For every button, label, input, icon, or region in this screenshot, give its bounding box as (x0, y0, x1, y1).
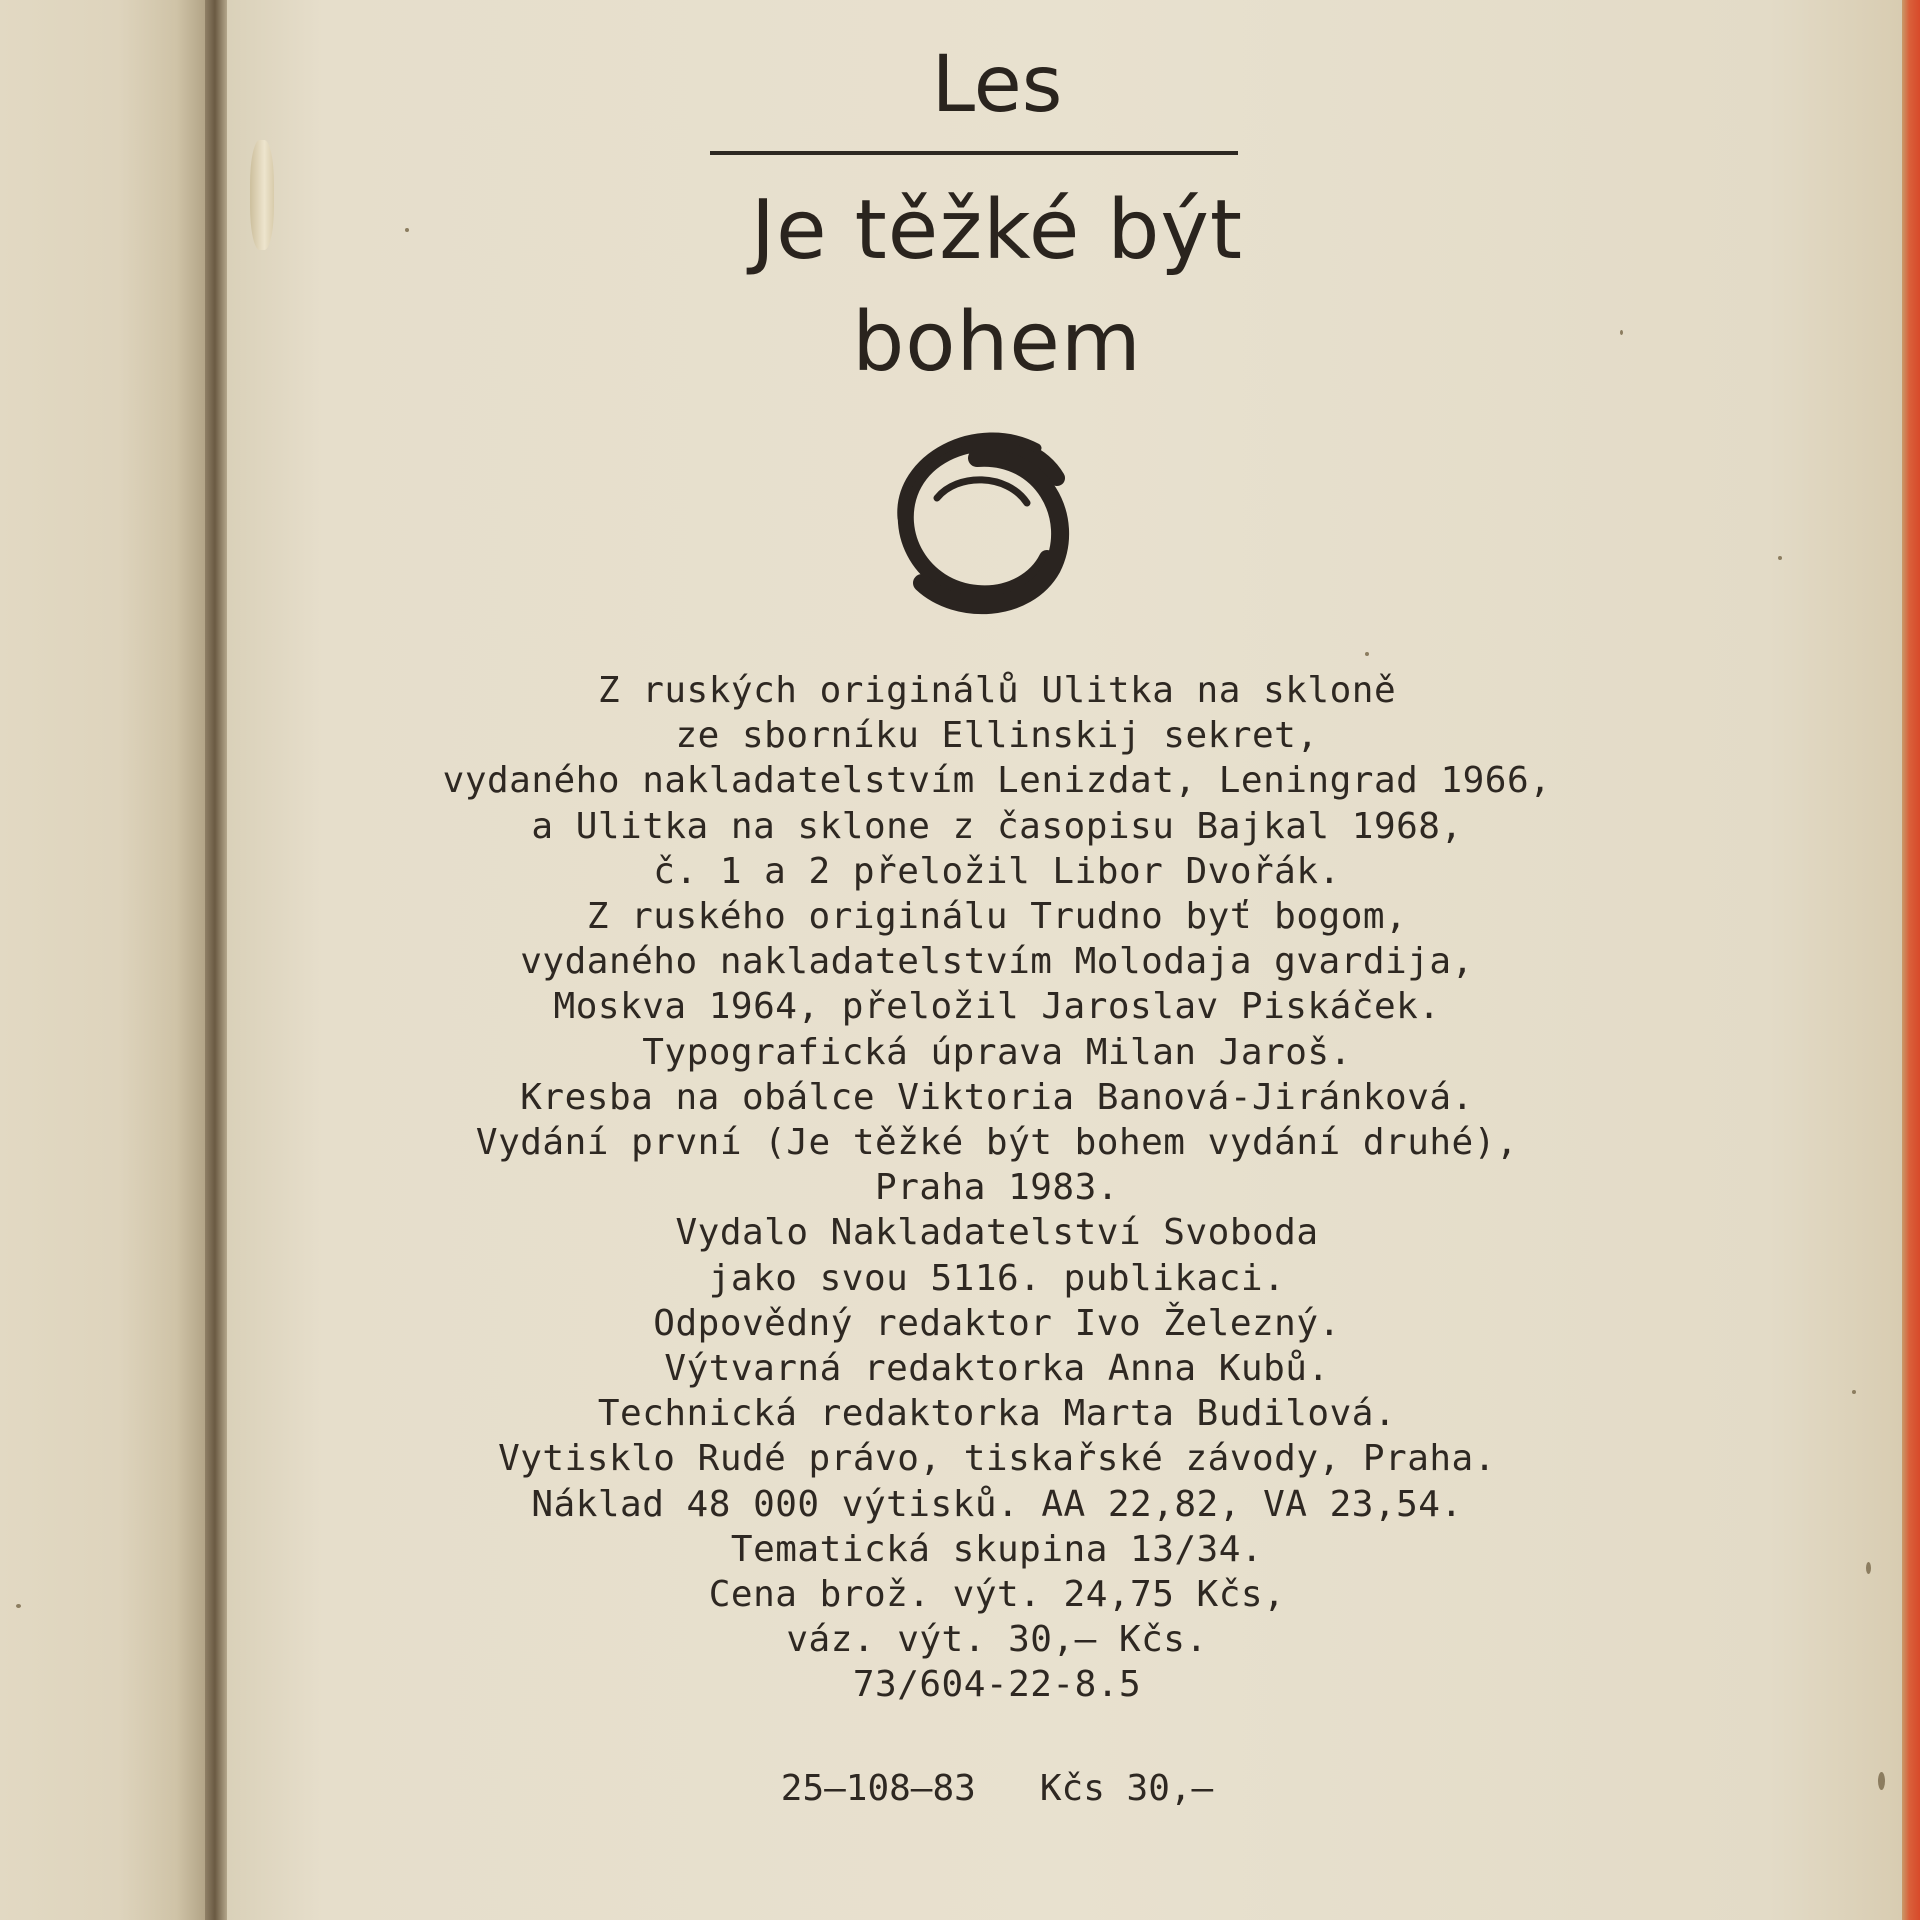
colophon-line: váz. výt. 30,— Kčs. (786, 1619, 1208, 1661)
colophon-line: Moskva 1964, přeložil Jaroslav Piskáček. (553, 986, 1441, 1028)
colophon-line: Tematická skupina 13/34. (730, 1528, 1264, 1570)
colophon-line: Výtvarná redaktorka Anna Kubů. (664, 1348, 1330, 1390)
book-title-line: Je těžké být (750, 183, 1244, 278)
colophon-line: Z ruského originálu Trudno byť bogom, (586, 896, 1408, 938)
colophon-line: Odpovědný redaktor Ivo Železný. (653, 1302, 1341, 1344)
footer-imprint (222, 1765, 1742, 1813)
title-page (222, 0, 1742, 1920)
colophon (222, 668, 1742, 1708)
series-title: Les (931, 40, 1063, 130)
colophon-line: Cena brož. výt. 24,75 Kčs, (708, 1574, 1286, 1616)
colophon-line: ze sborníku Ellinskij sekret, (675, 715, 1319, 757)
colophon-line: Vydání první (Je těžké být bohem vydání druhé), (475, 1122, 1519, 1164)
spiral-emblem-icon (877, 418, 1087, 618)
colophon-line: jako svou 5116. publikaci. (708, 1257, 1286, 1299)
book-title-line: bohem (852, 295, 1142, 390)
colophon-line: Z ruských originálů Ulitka na skloně (597, 670, 1397, 711)
catalog-code: 25—108—83 (780, 1768, 976, 1809)
colophon-line: Technická redaktorka Marta Budilová. (597, 1393, 1397, 1435)
colophon-line: Typografická úprava Milan Jaroš. (642, 1031, 1352, 1073)
colophon-line: vydaného nakladatelstvím Lenizdat, Leningrad 1966, (442, 760, 1552, 802)
colophon-line: Vytisklo Rudé právo, tiskařské závody, Praha. (498, 1438, 1496, 1480)
cover-edge (1902, 0, 1920, 1920)
colophon-line: č. 1 a 2 přeložil Libor Dvořák. (653, 850, 1341, 892)
colophon-line: 73/604-22-8.5 (852, 1664, 1142, 1706)
book-title (222, 175, 1742, 399)
colophon-line: Vydalo Nakladatelství Svoboda (675, 1212, 1319, 1254)
colophon-line: vydaného nakladatelstvím Molodaja gvardija, (520, 941, 1474, 983)
colophon-line: Praha 1983. (875, 1167, 1119, 1209)
facing-page (0, 0, 215, 1920)
colophon-line: a Ulitka na sklone z časopisu Bajkal 1968, (531, 805, 1463, 847)
title-rule (710, 151, 1238, 155)
colophon-line: Kresba na obálce Viktoria Banová-Jiránková. (520, 1076, 1474, 1118)
colophon-line: Náklad 48 000 výtisků. AA 22,82, VA 23,54. (531, 1483, 1463, 1525)
price: Kčs 30,— (1039, 1768, 1214, 1809)
